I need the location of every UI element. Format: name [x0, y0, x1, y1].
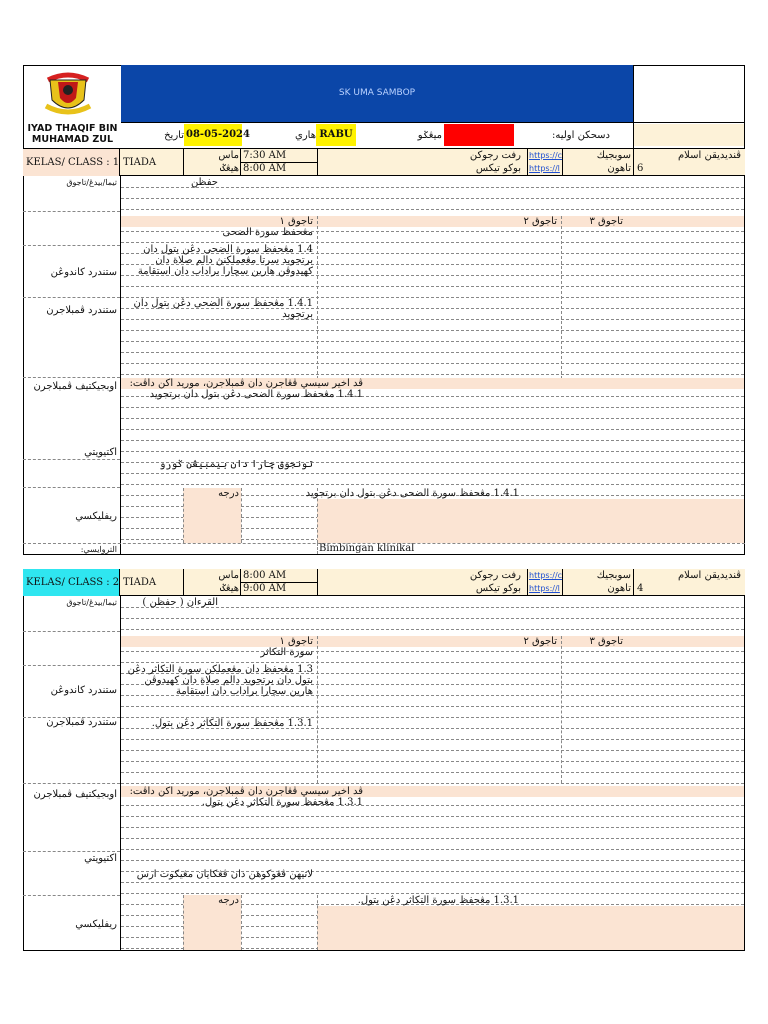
section-line [23, 245, 120, 246]
objective-label: اوبجيكتيف ڤمبلاجرن [33, 789, 117, 800]
row-line [121, 418, 744, 419]
objective-intro: ڤد اخير سيسي ڤڠاجرن دان ڤمبلاجرن، موريد اكن داڤت: [129, 378, 363, 389]
topic-2-label: تاجوق ٢ [523, 216, 557, 227]
content-standard-label: ستندرد كاندوڠن [50, 267, 117, 278]
column-line [241, 488, 242, 543]
row-line [121, 618, 744, 619]
end-time: 9:00 AM [243, 583, 287, 594]
reflection-label: ريفليكسي [75, 511, 117, 522]
reference-link[interactable]: https://c [529, 571, 563, 580]
section-line [23, 631, 120, 632]
topic-2-label: تاجوق ٢ [523, 636, 557, 647]
row-line [121, 772, 744, 773]
row-line [121, 363, 744, 364]
objective-label: اوبجيكتيف ڤمبلاجرن [33, 381, 117, 392]
school-crest-icon [40, 70, 96, 120]
textbook-label: بوكو تيكس [475, 583, 521, 594]
vline [317, 569, 318, 596]
date-label: تاريخ [164, 130, 184, 141]
textbook-label: بوكو تيكس [475, 163, 521, 174]
activity-label: اكتيويتي [84, 853, 117, 864]
start-label: ماس [218, 570, 239, 581]
row-line [121, 882, 744, 883]
row-line [121, 893, 744, 894]
row-line [121, 198, 744, 199]
objective-value: 1.3.1 مڠحفظ سورة التكاثر دڠن بتول. [201, 797, 363, 808]
row-line [121, 761, 744, 762]
class-value: TIADA [123, 577, 157, 588]
column-line [241, 895, 242, 950]
row-line [121, 352, 744, 353]
vline [633, 149, 634, 176]
theme-value: القرءان ( حفظن ) [142, 597, 218, 608]
level-label: درجه [218, 895, 239, 906]
row-line [121, 440, 744, 441]
reflection-fill [317, 906, 744, 950]
column-line [183, 895, 184, 950]
start-time: 7:30 AM [243, 150, 287, 161]
column-line [317, 543, 318, 554]
content-standard-value: 1.4 مڠحفظ سورة الضحى دڠن بتول دان برتجويد سرتا مڠعملكنڽ دالم صلاة دان كهيدوڤن هارين سچارا براداب دان استقامة [137, 244, 313, 277]
vline [317, 149, 318, 176]
theme-label: تيما/بيدڠ/تاجوق [66, 178, 117, 187]
activity-value: تونجوق چارا دان بيمبيڠن ݢورو [159, 459, 313, 470]
row-line [121, 374, 744, 375]
day-label: هاري [295, 130, 316, 141]
level-label: درجه [218, 488, 239, 499]
day-value: RABU [316, 124, 356, 146]
class-value: TIADA [123, 157, 157, 168]
start-label: ماس [218, 150, 239, 161]
row-line [121, 816, 744, 817]
reflection-fill [317, 499, 744, 543]
theme-label: تيما/بيدڠ/تاجوق [66, 598, 117, 607]
lesson-block-2 [23, 569, 745, 951]
row-line [121, 783, 744, 784]
year-label: تاهون [607, 163, 631, 174]
label-column-divider [120, 596, 121, 951]
row-line [121, 451, 744, 452]
learning-standard-label: ستندرد ڤمبلاجرن [46, 717, 117, 728]
class-label: KELAS/ CLASS : 1 [26, 157, 120, 168]
subject-label: سوبجيك [596, 150, 631, 161]
subject-value: ڤنديديقن اسلام [677, 150, 741, 161]
row-line [121, 242, 744, 243]
theme-value: حفظن [190, 177, 218, 188]
notes-label: التروايسي: [80, 545, 117, 554]
approval-label: دسحكن اوليه: [551, 130, 610, 141]
section-line [23, 487, 120, 488]
topic-1-label: تاجوق ١ [279, 216, 313, 227]
row-line [121, 473, 744, 474]
start-time: 8:00 AM [243, 570, 287, 581]
end-label: هيڠݢ [220, 163, 239, 174]
reflection-label: ريفليكسي [75, 919, 117, 930]
section-line [23, 665, 120, 666]
row-line [121, 629, 744, 630]
teacher-name [24, 123, 121, 145]
reference-link[interactable]: https://c [529, 151, 563, 160]
end-label: هيڠݢ [220, 583, 239, 594]
row-line [121, 838, 744, 839]
topic-3-label: تاجوق ٣ [589, 636, 623, 647]
week-label: ميڠݢو [417, 130, 442, 141]
column-line [317, 636, 318, 783]
column-line [561, 636, 562, 783]
teacher-name-line2: MUHAMAD ZUL [31, 134, 114, 145]
year-value: 4 [637, 583, 644, 594]
content-standard-label: ستندرد كاندوڠن [50, 685, 117, 696]
activity-value: لاتيهن ڤڠوكوهن دان ڤڠكايان مڠيكوت ارس [136, 869, 313, 880]
section-line [23, 211, 120, 212]
section-line [23, 783, 120, 784]
label-column-divider [120, 176, 121, 555]
end-time: 8:00 AM [243, 163, 287, 174]
row-line [121, 341, 744, 342]
year-value: 6 [637, 163, 644, 174]
row-line [121, 286, 744, 287]
reference-label: رفت رجوكن [469, 150, 521, 161]
objective-intro: ڤد اخير سيسي ڤڠاجرن دان ڤمبلاجرن، موريد اكن داڤت: [129, 786, 363, 797]
reflection-value: 1.3.1 مڠحفظ سورة التكاثر دڠن بتول. [357, 895, 519, 906]
reference-label: رفت رجوكن [469, 570, 521, 581]
header-divider [633, 65, 634, 149]
objective-value: 1.4.1 مڠحفظ سورة الضحى دڠن بتول دان برتجويد [149, 389, 363, 400]
activity-label: اكتيويتي [84, 447, 117, 458]
learning-standard-value: 1.4.1 مڠحفظ سورة الضحى دڠن بتول دان برتجويد [133, 298, 313, 320]
topic-1-value: سورة التكاثر [260, 647, 313, 658]
section-line [23, 851, 120, 852]
row-line [121, 849, 744, 850]
content-standard-value: 1.3 مڠحفظ دان مڠعملكن سورة التكاثر دڠن بتول دان برتجويد دالم صلاة دان كهيدوڤن هارين سچارا براداب دان استقامة [127, 664, 313, 697]
textbook-link[interactable]: https://l [529, 164, 560, 173]
subject-label: سوبجيك [596, 570, 631, 581]
teacher-name-line1: IYAD THAQIF BIN [27, 123, 118, 134]
row-line [121, 429, 744, 430]
column-line [561, 216, 562, 379]
section-line [23, 297, 120, 298]
subject-value: ڤنديديقن اسلام [677, 570, 741, 581]
year-label: تاهون [607, 583, 631, 594]
section-line [23, 459, 120, 460]
date-value: 08-05-2024 [184, 124, 242, 146]
row-line [121, 827, 744, 828]
school-banner: SK UMA SAMBOP [121, 65, 633, 122]
vline [633, 569, 634, 596]
notes-value: Bimbingan klinikal [319, 543, 415, 554]
learning-standard-label: ستندرد ڤمبلاجرن [46, 305, 117, 316]
row-line [121, 750, 744, 751]
topic-3-label: تاجوق ٣ [589, 216, 623, 227]
column-line [317, 895, 318, 950]
column-line [317, 216, 318, 379]
column-line [183, 488, 184, 543]
section-line [23, 377, 120, 378]
topic-1-label: تاجوق ١ [279, 636, 313, 647]
row-line [121, 662, 744, 663]
week-value-box [444, 124, 514, 146]
row-line [121, 860, 744, 861]
row-line [121, 209, 744, 210]
class-label: KELAS/ CLASS : 2 [26, 577, 120, 588]
school-logo [40, 70, 96, 120]
row-line [121, 407, 744, 408]
row-line [121, 330, 744, 331]
section-line [23, 895, 120, 896]
learning-standard-value: 1.3.1 مڠحفظ سورة التكاثر دڠن بتول. [151, 718, 313, 729]
textbook-link[interactable]: https://l [529, 584, 560, 593]
topic-1-value: مڠحفظ سورة الضحى [222, 227, 313, 238]
row-line [121, 706, 744, 707]
row-line [121, 484, 744, 485]
lesson-block-1 [23, 149, 745, 555]
reflection-value: 1.4.1 مڠحفظ سورة الضحى دڠن بتول دان برتجويد [305, 488, 519, 499]
approval-box [634, 124, 744, 146]
